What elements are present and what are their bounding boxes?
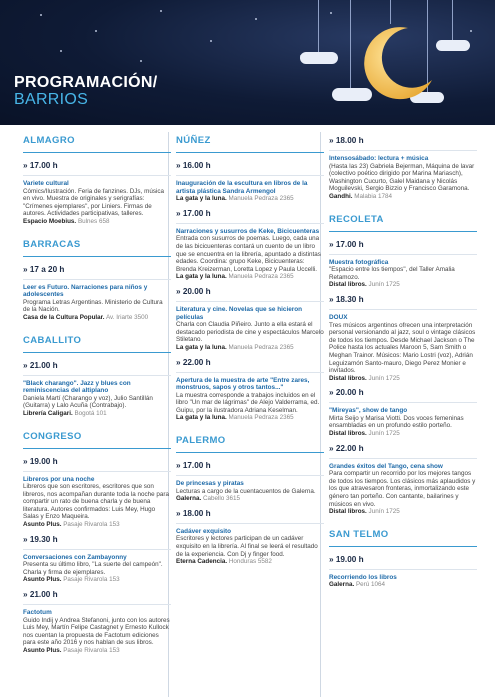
- venue-name: Espacio Moebius.: [23, 217, 77, 225]
- event-time: » 19.00 h: [329, 553, 477, 570]
- column-3: [329, 126, 477, 593]
- event-time: » 17.00 h: [176, 207, 324, 224]
- venue-name: Librería Caligari.: [23, 409, 73, 417]
- venue-address: Manuela Pedraza 2365: [228, 273, 294, 281]
- venue-address: Cabello 3615: [202, 495, 241, 503]
- venue-name: Distal libros.: [329, 430, 367, 438]
- event-description: Charla con Claudia Piñeiro. Junto a ella estará el destacado periodista de cine y espectáculos Marcelo Stiletano.: [176, 321, 324, 344]
- venue-name: Casa de la Cultura Popular.: [23, 313, 105, 321]
- event-time: » 17.00 h: [176, 459, 324, 476]
- event-description: Daniela Martí (Charango y voz), Julio Santillán (Guitarra) y Lalo Acuña (Contrabajo).: [23, 394, 153, 410]
- event-time: » 17.00 h: [329, 238, 477, 255]
- column-1: [23, 126, 171, 659]
- venue-name: Asunto Plus.: [23, 521, 62, 529]
- event-time: » 22.00 h: [329, 442, 477, 459]
- event-venue: [329, 581, 477, 589]
- venue-name: Eterna Cadencia.: [176, 558, 228, 566]
- event-time: » 19.30 h: [23, 533, 171, 550]
- event-description: Tres músicos argentinos ofrecen una interpretación personal versionando al jazz, soul o vintage clásicos de todos los tiempos. Desde Michael Jackson o The Police hasta los actuales Maroon 5, Sam Smith o Meghan Trainor. Músicos: Mario Lostri (voz), Adrián Leguizamón Santo-mauro, Diego Perez Monier e invitados.: [329, 321, 476, 375]
- event-venue: [176, 495, 324, 503]
- event-description: Mirta Seijo y Marisa Viotti. Dos voces femeninas ensambladas en un profundo estilo porteño.: [329, 414, 464, 430]
- venue-address: Malabia 1784: [354, 192, 393, 200]
- venue-address: Pasaje Rivarola 153: [63, 647, 120, 654]
- venue-address: Junín 1725: [368, 430, 400, 438]
- venue-address: Manuela Pedraza 2365: [228, 343, 294, 351]
- event-description: La muestra corresponde a trabajos incluidos en el libro "Un mar de lágrimas" de Alejo Valderrama, ed. Guipu, por la ilustradora Adriana Keselman.: [176, 391, 320, 414]
- event-time: » 17 a 20 h: [23, 263, 171, 280]
- venue-address: Perú 1064: [355, 581, 386, 589]
- event-venue: [176, 273, 324, 281]
- venue-name: La gata y la luna.: [176, 343, 227, 351]
- page-title: PROGRAMACIÓN/: [14, 74, 158, 91]
- venue-name: Galerna.: [329, 581, 355, 589]
- venue-name: Gandhi.: [329, 192, 353, 200]
- event-time: » 18.30 h: [329, 293, 477, 310]
- area-heading: CONGRESO: [23, 422, 171, 449]
- event-title: DOUX: [329, 313, 348, 321]
- event-title: Factotum: [23, 609, 52, 617]
- venue-name: Galerna.: [176, 495, 202, 503]
- venue-address: Pasaje Rivarola 153: [63, 521, 120, 529]
- event-title: Variete cultural: [23, 180, 69, 187]
- cloud-icon: [300, 52, 338, 64]
- event-time: » 17.00 h: [23, 159, 171, 176]
- event-title: Muestra fotográfica: [329, 258, 389, 266]
- event-venue: [23, 410, 171, 418]
- venue-name: Distal libros.: [329, 508, 367, 516]
- venue-name: Asunto Plus.: [23, 647, 62, 654]
- area-heading: BARRACAS: [23, 230, 171, 257]
- venue-address: Bogotá 101: [74, 409, 107, 417]
- event-venue: [176, 195, 324, 203]
- venue-address: Manuela Pedraza 2365: [228, 195, 294, 203]
- event-description: Cómics/Ilustración. Feria de fanzines. DJs, música en vivo. Muestra de originales y serigrafías: "Crímenes ejemplares", por Liniers. Firmas de autores. Actividades participativas, talleres.: [23, 187, 165, 218]
- venue-name: Distal libros.: [329, 374, 367, 382]
- venue-address: Av. Iriarte 3500: [105, 313, 149, 321]
- event-venue: [329, 430, 477, 438]
- event-venue: [329, 193, 477, 201]
- venue-address: Bulnes 658: [77, 217, 110, 225]
- event-description: Programa Letras Argentinas. Ministerio de Cultura de la Nación.: [23, 298, 163, 314]
- event-title: De princesas y piratas: [176, 480, 244, 488]
- event-title: Leer es Futuro. Narraciones para niños y adolescentes: [23, 283, 148, 299]
- moon-icon: [356, 22, 436, 102]
- venue-name: La gata y la luna.: [176, 195, 227, 203]
- event-venue: [23, 521, 171, 529]
- area-heading: PALERMO: [176, 426, 324, 453]
- event-title: "Mireyas", show de tango: [329, 407, 408, 415]
- event-title: "Black charango". Jazz y blues con reminiscencias del altiplano: [23, 379, 131, 395]
- event-description: Lecturas a cargo de la cuentacuentos de Galerna.: [176, 487, 316, 495]
- event-venue: [176, 344, 324, 352]
- event-venue: [329, 375, 477, 383]
- venue-address: Junín 1725: [368, 281, 400, 289]
- event-description: Presenta su último libro, "La suerte del campeón". Charla y firma de ejemplares.: [23, 561, 163, 576]
- event-title: Recorriendo los libros: [329, 573, 397, 581]
- event-title: Grandes éxitos del Tango, cena show: [329, 462, 443, 470]
- event-venue: [23, 647, 171, 655]
- event-venue: [329, 508, 477, 516]
- event-venue: [176, 558, 324, 566]
- event-time: » 18.00 h: [176, 507, 324, 524]
- page-subtitle: BARRIOS: [14, 91, 89, 108]
- event-description: Para compartir un recorrido por los mejores tangos de todos los tiempos. Los clásicos más aplaudidos y los que atravesaron fronteras, inmortalizando este género tan porteño. Con cantante, bailarines y músicos en vivo.: [329, 470, 476, 508]
- area-heading: NÚÑEZ: [176, 126, 324, 153]
- event-description: (Hasta las 23) Gabriela Bejerman, Máquina de lavar (colectivo poético dirigido por Marina Mariasch), Washington Cucurto, Galel Maidana y Nicolás Moguilevski, Sergio Bizzio y Francisco Garamona.: [329, 162, 475, 193]
- event-description: "Espacio entre los tiempos", del Taller Amalia Retamozo.: [329, 266, 455, 281]
- venue-address: Junín 1725: [368, 374, 400, 382]
- venue-address: Honduras 5582: [228, 558, 272, 566]
- event-time: » 18.00 h: [329, 134, 477, 151]
- event-description: Escritores y lectores participan de un cadáver exquisito en la librería. Al final se leerá el resultado de la experiencia. Con Dj y finger food.: [176, 535, 318, 558]
- event-title: Conversaciones con Zambayonny: [23, 553, 127, 561]
- venue-address: Manuela Pedraza 2365: [228, 414, 294, 422]
- venue-name: Distal libros.: [329, 281, 367, 289]
- event-title: Inauguración de la escultura en libros de la artista plástica Sandra Armengol: [176, 180, 308, 195]
- area-heading: ALMAGRO: [23, 126, 171, 153]
- event-title: Literatura y cine. Novelas que se hicieron películas: [176, 305, 303, 321]
- event-time: » 22.00 h: [176, 356, 324, 373]
- venue-address: Pasaje Rivarola 153: [63, 576, 120, 584]
- cloud-icon: [436, 40, 470, 51]
- area-heading: SAN TELMO: [329, 520, 477, 547]
- venue-name: La gata y la luna.: [176, 273, 227, 281]
- event-time: » 20.00 h: [176, 285, 324, 302]
- area-heading: CABALLITO: [23, 326, 171, 353]
- event-title: Intensosábado: lectura + música: [329, 155, 429, 162]
- event-description: Libreros que son escritores, escritores que son libreros, nos acompañan durante toda la noche para compartir un rato de buena charla y de buena literatura. Autores confirmados: Luis Mey, Hugo Salas y Enzo Maqueira.: [23, 483, 169, 521]
- column-2: [176, 126, 324, 570]
- venue-name: Asunto Plus.: [23, 576, 62, 584]
- event-venue: [23, 314, 171, 322]
- area-heading: RECOLETA: [329, 205, 477, 232]
- venue-address: Junín 1725: [368, 508, 400, 516]
- event-time: » 21.00 h: [23, 588, 171, 605]
- header-banner: [0, 0, 495, 125]
- event-time: » 20.00 h: [329, 386, 477, 403]
- event-venue: [329, 281, 477, 289]
- event-time: » 19.00 h: [23, 455, 171, 472]
- event-time: » 21.00 h: [23, 359, 171, 376]
- event-title: Apertura de la muestra de arte "Entre zares, monstruos, sapos y otros tantos...": [176, 376, 310, 392]
- event-venue: [23, 218, 171, 226]
- event-title: Cadáver exquisito: [176, 527, 232, 535]
- event-description: Guido Indij y Andrea Stefanoni, junto con los autores Luis Mey, Martín Felipe Castagnet y Ernesto Kullock nos cuentan la propuesta de Factotum ediciones para este año 2016 y nos hablan de sus libros.: [23, 616, 170, 647]
- event-title: Narraciones y susurros de Keke, Bicicuenteras: [176, 227, 320, 235]
- event-time: » 16.00 h: [176, 159, 324, 176]
- venue-name: La gata y la luna.: [176, 414, 227, 422]
- event-title: Libreros por una noche: [23, 475, 95, 483]
- event-description: Entrada con susurros de poemas. Luego, cada una de las bicicuenteras contará un cuento de un libro que se encuentra en la librería, apuntado a distintas edades. Coordina: grupo Keke, Bicicuenteras: Brenda Kreizerman, Loretta Lopez y Paula Uccelli.: [176, 235, 321, 273]
- event-venue: [23, 576, 171, 584]
- event-venue: [176, 414, 324, 422]
